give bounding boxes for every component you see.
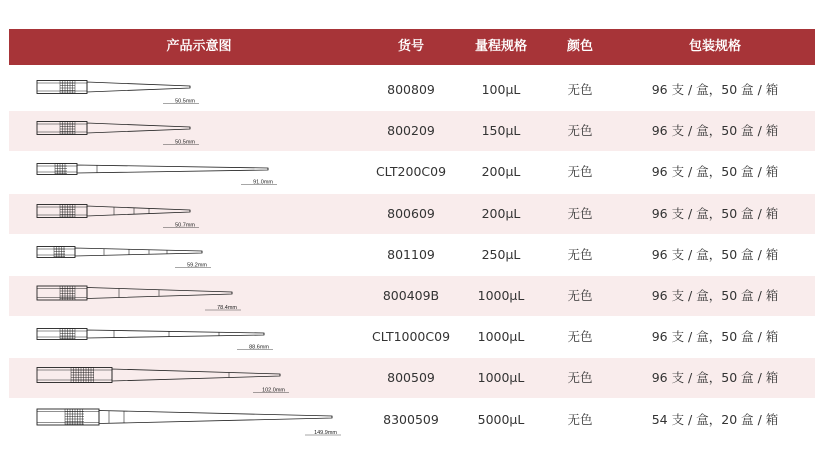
volume-range: 150μL bbox=[481, 123, 521, 138]
table-row bbox=[9, 111, 815, 151]
tip-length-label: 88.6mm bbox=[249, 344, 269, 351]
table-row bbox=[9, 276, 815, 316]
header-image: 产品示意图 bbox=[166, 39, 232, 54]
product-code: CLT200C09 bbox=[375, 164, 447, 179]
tip-image-cell bbox=[9, 400, 389, 440]
packaging-spec: 96 支 / 盒，50 盒 / 箱 bbox=[651, 123, 779, 138]
table-row bbox=[9, 194, 815, 234]
tip-length-label: 50.7mm bbox=[175, 222, 195, 229]
tip-image-cell bbox=[9, 235, 389, 275]
tip-image-cell bbox=[9, 152, 389, 192]
table-header bbox=[9, 29, 815, 65]
table-row bbox=[9, 235, 815, 275]
pipette-tip-drawing bbox=[9, 400, 389, 440]
pipette-tip-drawing bbox=[9, 111, 389, 151]
volume-range: 1000μL bbox=[477, 288, 525, 303]
pipette-tip-drawing bbox=[9, 194, 389, 234]
tip-color: 无色 bbox=[567, 82, 593, 97]
product-code: 800409B bbox=[382, 288, 440, 303]
product-code: 8300509 bbox=[383, 412, 439, 427]
table-row bbox=[9, 317, 815, 357]
volume-range: 200μL bbox=[481, 164, 521, 179]
pipette-tip-drawing bbox=[9, 152, 389, 192]
packaging-spec: 96 支 / 盒，50 盒 / 箱 bbox=[651, 206, 779, 221]
tip-color: 无色 bbox=[567, 370, 593, 385]
pipette-tip-drawing bbox=[9, 317, 389, 357]
product-code: 800209 bbox=[387, 123, 435, 138]
tip-color: 无色 bbox=[567, 288, 593, 303]
tip-image-cell bbox=[9, 276, 389, 316]
pipette-tip-drawing bbox=[9, 235, 389, 275]
product-code: 800809 bbox=[387, 82, 435, 97]
tip-color: 无色 bbox=[567, 206, 593, 221]
volume-range: 200μL bbox=[481, 206, 521, 221]
table-row bbox=[9, 70, 815, 110]
tip-color: 无色 bbox=[567, 164, 593, 179]
header-color: 颜色 bbox=[566, 39, 593, 54]
pipette-tip-drawing bbox=[9, 358, 389, 398]
header-packaging: 包装规格 bbox=[688, 39, 741, 54]
product-code: CLT1000C09 bbox=[371, 329, 451, 344]
tip-length-label: 91.0mm bbox=[253, 179, 273, 186]
table-row bbox=[9, 358, 815, 398]
tip-length-label: 78.4mm bbox=[217, 305, 237, 311]
volume-range: 100μL bbox=[481, 82, 521, 97]
tip-image-cell bbox=[9, 358, 389, 398]
packaging-spec: 96 支 / 盒，50 盒 / 箱 bbox=[651, 164, 779, 179]
tip-image-cell bbox=[9, 111, 389, 151]
product-code: 801109 bbox=[387, 247, 435, 262]
packaging-spec: 96 支 / 盒，50 盒 / 箱 bbox=[651, 329, 779, 344]
volume-range: 1000μL bbox=[477, 370, 525, 385]
tip-length-label: 149.9mm bbox=[314, 430, 337, 436]
tip-color: 无色 bbox=[567, 123, 593, 138]
pipette-tip-drawing bbox=[9, 70, 389, 110]
tip-color: 无色 bbox=[567, 247, 593, 262]
table-row bbox=[9, 152, 815, 192]
product-code: 800609 bbox=[387, 206, 435, 221]
packaging-spec: 96 支 / 盒，50 盒 / 箱 bbox=[651, 288, 779, 303]
tip-image-cell bbox=[9, 317, 389, 357]
tip-color: 无色 bbox=[567, 412, 593, 427]
tip-length-label: 50.5mm bbox=[175, 139, 195, 146]
volume-range: 1000μL bbox=[477, 329, 525, 344]
tip-length-label: 59.2mm bbox=[187, 262, 207, 269]
tip-color: 无色 bbox=[567, 329, 593, 344]
table-row bbox=[9, 400, 815, 440]
packaging-spec: 96 支 / 盒，50 盒 / 箱 bbox=[651, 82, 779, 97]
tip-length-label: 50.5mm bbox=[175, 98, 195, 105]
tip-image-cell bbox=[9, 194, 389, 234]
packaging-spec: 54 支 / 盒，20 盒 / 箱 bbox=[651, 412, 779, 427]
tip-image-cell bbox=[9, 70, 389, 110]
header-code: 货号 bbox=[397, 39, 424, 54]
packaging-spec: 96 支 / 盒，50 盒 / 箱 bbox=[651, 247, 779, 262]
volume-range: 250μL bbox=[481, 247, 521, 262]
product-code: 800509 bbox=[387, 370, 435, 385]
packaging-spec: 96 支 / 盒，50 盒 / 箱 bbox=[651, 370, 779, 385]
volume-range: 5000μL bbox=[477, 412, 525, 427]
tip-length-label: 102.0mm bbox=[262, 387, 285, 394]
header-range: 量程规格 bbox=[474, 39, 527, 54]
pipette-tip-drawing bbox=[9, 276, 389, 316]
